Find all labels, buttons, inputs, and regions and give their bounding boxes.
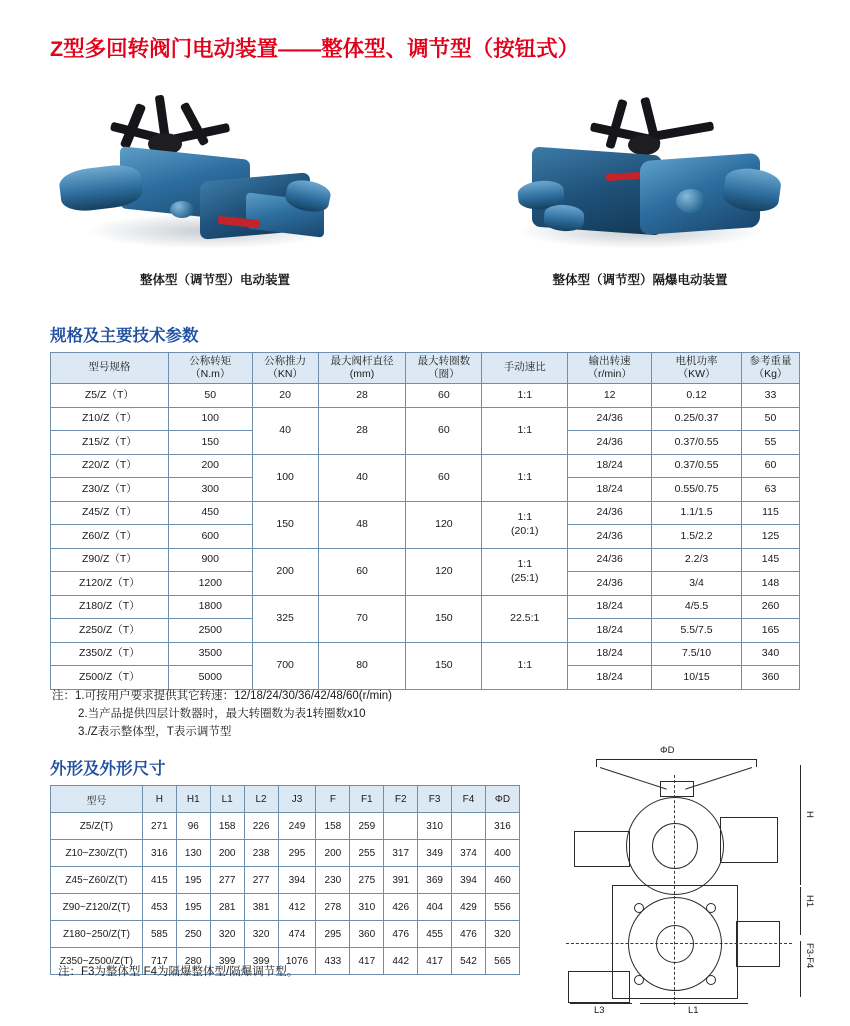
spec-table <box>50 352 800 690</box>
cell-weight: 145 <box>742 548 800 572</box>
cell-speed: 18/24 <box>568 619 652 643</box>
product-photo-left-caption: 整体型（调节型）电动装置 <box>139 273 290 287</box>
drawing-bore-circle <box>656 925 694 963</box>
cell-F2: 426 <box>384 894 418 921</box>
cell-F4: 476 <box>452 921 486 948</box>
cell-speed: 24/36 <box>568 431 652 455</box>
spec-col-weight: 参考重量 （Kg） <box>742 353 800 384</box>
dims-col-F3: F3 <box>418 786 452 813</box>
cell-turns: 60 <box>406 407 482 454</box>
cell-PhiD: 460 <box>485 867 519 894</box>
drawing-bolt-hole <box>634 975 644 985</box>
product-photo-right-caption: 整体型（调节型）隔爆电动装置 <box>552 273 728 287</box>
label-H1: H1 <box>804 895 815 908</box>
cell-stem: 40 <box>318 454 406 501</box>
table-row <box>51 642 800 666</box>
cell-weight: 63 <box>742 478 800 502</box>
drawing-line <box>685 767 752 790</box>
cell-speed: 24/36 <box>568 407 652 431</box>
product-photo-right <box>480 85 800 255</box>
cell-F4: 429 <box>452 894 486 921</box>
drawing-dim-line-L3 <box>570 1003 632 1004</box>
cell-F: 158 <box>316 813 350 840</box>
selector-knob <box>170 201 194 218</box>
cell-weight: 115 <box>742 501 800 525</box>
cell-L2: 320 <box>244 921 278 948</box>
cell-L1: 399 <box>210 948 244 975</box>
cell-F: 230 <box>316 867 350 894</box>
cell-turns: 150 <box>406 595 482 642</box>
cell-F4: 374 <box>452 840 486 867</box>
spec-col-thrust: 公称推力 （KN） <box>252 353 318 384</box>
cell-H: 271 <box>142 813 176 840</box>
cell-model: Z90~Z120/Z(T) <box>51 894 143 921</box>
handwheel-spoke <box>605 99 627 150</box>
cell-F3: 369 <box>418 867 452 894</box>
cell-F2: 442 <box>384 948 418 975</box>
cell-F2: 317 <box>384 840 418 867</box>
cell-thrust: 100 <box>252 454 318 501</box>
cell-H1: 195 <box>176 894 210 921</box>
table-row <box>51 840 520 867</box>
cell-L1: 320 <box>210 921 244 948</box>
cell-F1: 417 <box>350 948 384 975</box>
cell-model: Z5/Z(T) <box>51 813 143 840</box>
cell-stem: 70 <box>318 595 406 642</box>
cell-weight: 55 <box>742 431 800 455</box>
drawing-bolt-hole <box>706 975 716 985</box>
cell-speed: 24/36 <box>568 572 652 596</box>
cell-speed: 18/24 <box>568 478 652 502</box>
cell-PhiD: 316 <box>485 813 519 840</box>
cell-model: Z15/Z（T） <box>51 431 169 455</box>
spec-col-manual-ratio: 手动速比 <box>482 353 568 384</box>
cell-ratio: 22.5:1 <box>482 595 568 642</box>
cell-L1: 158 <box>210 813 244 840</box>
cell-thrust: 40 <box>252 407 318 454</box>
cell-model: Z250/Z（T） <box>51 619 169 643</box>
cell-power: 1.1/1.5 <box>652 501 742 525</box>
cell-F1: 310 <box>350 894 384 921</box>
dims-col-F2: F2 <box>384 786 418 813</box>
drawing-terminal-box <box>720 817 778 863</box>
cell-PhiD: 556 <box>485 894 519 921</box>
cell-speed: 18/24 <box>568 595 652 619</box>
table-row <box>51 595 800 619</box>
cell-F3: 404 <box>418 894 452 921</box>
drawing-dim-line-F3F4 <box>800 941 801 997</box>
dims-col-model: 型号 <box>51 786 143 813</box>
cell-L2: 238 <box>244 840 278 867</box>
cell-turns: 120 <box>406 548 482 595</box>
cell-weight: 60 <box>742 454 800 478</box>
cell-H1: 250 <box>176 921 210 948</box>
cell-H1: 195 <box>176 867 210 894</box>
cell-model: Z45~Z60/Z(T) <box>51 867 143 894</box>
dims-col-PhiD: ΦD <box>485 786 519 813</box>
spec-notes <box>52 688 392 741</box>
cell-model: Z30/Z（T） <box>51 478 169 502</box>
cell-F2: 391 <box>384 867 418 894</box>
table-row <box>51 454 800 478</box>
cell-power: 10/15 <box>652 666 742 690</box>
drawing-gear-circle-inner <box>652 823 698 869</box>
cell-PhiD: 565 <box>485 948 519 975</box>
cell-F3: 455 <box>418 921 452 948</box>
spec-col-stem-dia: 最大阀杆直径 (mm) <box>318 353 406 384</box>
cell-stem: 60 <box>318 548 406 595</box>
cell-F: 295 <box>316 921 350 948</box>
cell-H: 585 <box>142 921 176 948</box>
cell-speed: 18/24 <box>568 642 652 666</box>
label-F3-F4: F3-F4 <box>804 943 815 969</box>
cell-F1: 275 <box>350 867 384 894</box>
table-row <box>51 548 800 572</box>
cell-weight: 148 <box>742 572 800 596</box>
cell-speed: 24/36 <box>568 548 652 572</box>
cell-turns: 60 <box>406 384 482 408</box>
cell-L2: 381 <box>244 894 278 921</box>
cell-J3: 474 <box>278 921 316 948</box>
cell-H: 316 <box>142 840 176 867</box>
dims-note: 注：F3为整体型 F4为隔爆整体型/隔爆调节型。 <box>58 966 299 978</box>
cell-H1: 280 <box>176 948 210 975</box>
cell-power: 0.55/0.75 <box>652 478 742 502</box>
cell-ratio: 1:1 (20:1) <box>482 501 568 548</box>
cell-model: Z350~Z500/Z(T) <box>51 948 143 975</box>
cell-F: 433 <box>316 948 350 975</box>
cell-F4 <box>452 813 486 840</box>
product-photo-left <box>50 85 380 255</box>
dimensions-header-row <box>51 786 520 813</box>
cell-torque: 2500 <box>168 619 252 643</box>
selector-knob <box>676 189 706 213</box>
cell-F: 200 <box>316 840 350 867</box>
cell-F2 <box>384 813 418 840</box>
cell-model: Z350/Z（T） <box>51 642 169 666</box>
cell-F2: 476 <box>384 921 418 948</box>
cell-ratio: 1:1 <box>482 407 568 454</box>
cell-L2: 277 <box>244 867 278 894</box>
cell-torque: 100 <box>168 407 252 431</box>
cell-model: Z120/Z（T） <box>51 572 169 596</box>
dims-col-L2: L2 <box>244 786 278 813</box>
cell-F3: 417 <box>418 948 452 975</box>
table-row <box>51 894 520 921</box>
cell-model: Z500/Z（T） <box>51 666 169 690</box>
cell-torque: 300 <box>168 478 252 502</box>
cell-model: Z180~250/Z(T) <box>51 921 143 948</box>
cell-model: Z20/Z（T） <box>51 454 169 478</box>
dims-col-F1: F1 <box>350 786 384 813</box>
cell-F1: 360 <box>350 921 384 948</box>
cell-speed: 18/24 <box>568 454 652 478</box>
dims-col-F: F <box>316 786 350 813</box>
cell-F: 278 <box>316 894 350 921</box>
label-H: H <box>804 811 815 818</box>
drawing-line <box>596 759 756 760</box>
cell-F4: 542 <box>452 948 486 975</box>
cell-L2: 226 <box>244 813 278 840</box>
cell-PhiD: 320 <box>485 921 519 948</box>
cell-stem: 28 <box>318 384 406 408</box>
cell-weight: 125 <box>742 525 800 549</box>
cell-power: 0.12 <box>652 384 742 408</box>
drawing-bolt-hole <box>706 903 716 913</box>
spec-note-line-1: 注：1.可按用户要求提供其它转速：12/18/24/30/36/42/48/60(r/min) <box>52 690 393 702</box>
table-row <box>51 813 520 840</box>
dims-col-L1: L1 <box>210 786 244 813</box>
cell-power: 1.5/2.2 <box>652 525 742 549</box>
cell-power: 5.5/7.5 <box>652 619 742 643</box>
handwheel-hub <box>628 135 660 155</box>
cell-model: Z5/Z（T） <box>51 384 169 408</box>
cell-speed: 24/36 <box>568 501 652 525</box>
cell-F3: 349 <box>418 840 452 867</box>
cell-thrust: 325 <box>252 595 318 642</box>
dims-col-F4: F4 <box>452 786 486 813</box>
cell-F3: 310 <box>418 813 452 840</box>
cell-torque: 1800 <box>168 595 252 619</box>
dims-col-J3: J3 <box>278 786 316 813</box>
drawing-hub <box>660 781 694 797</box>
drawing-bolt-hole <box>634 903 644 913</box>
cell-power: 0.37/0.55 <box>652 454 742 478</box>
label-phiD: ΦD <box>660 745 675 756</box>
cell-torque: 150 <box>168 431 252 455</box>
cell-thrust: 200 <box>252 548 318 595</box>
cell-torque: 3500 <box>168 642 252 666</box>
cell-torque: 900 <box>168 548 252 572</box>
cell-stem: 48 <box>318 501 406 548</box>
cell-H1: 96 <box>176 813 210 840</box>
cell-thrust: 20 <box>252 384 318 408</box>
cell-J3: 249 <box>278 813 316 840</box>
cell-turns: 60 <box>406 454 482 501</box>
cell-weight: 165 <box>742 619 800 643</box>
table-row <box>51 501 800 525</box>
dims-col-H: H <box>142 786 176 813</box>
cell-model: Z10~Z30/Z(T) <box>51 840 143 867</box>
drawing-dim-line-L1 <box>640 1003 748 1004</box>
table-row <box>51 867 520 894</box>
cell-stem: 80 <box>318 642 406 689</box>
cell-turns: 120 <box>406 501 482 548</box>
drawing-gearbox-plan <box>736 921 780 967</box>
cell-thrust: 150 <box>252 501 318 548</box>
cell-H1: 130 <box>176 840 210 867</box>
cell-model: Z45/Z（T） <box>51 501 169 525</box>
dimension-drawing <box>560 735 828 1015</box>
cell-weight: 260 <box>742 595 800 619</box>
drawing-line <box>756 759 757 767</box>
spec-col-output-speed: 输出转速 （r/min） <box>568 353 652 384</box>
cell-weight: 50 <box>742 407 800 431</box>
drawing-line <box>596 759 597 767</box>
cell-speed: 24/36 <box>568 525 652 549</box>
cell-model: Z180/Z（T） <box>51 595 169 619</box>
cell-PhiD: 400 <box>485 840 519 867</box>
spec-col-model: 型号规格 <box>51 353 169 384</box>
cell-torque: 1200 <box>168 572 252 596</box>
cell-L2: 399 <box>244 948 278 975</box>
cell-power: 4/5.5 <box>652 595 742 619</box>
cell-speed: 18/24 <box>568 666 652 690</box>
spec-table-header-row <box>51 353 800 384</box>
label-L1: L1 <box>688 1005 699 1016</box>
cell-L1: 200 <box>210 840 244 867</box>
cell-power: 7.5/10 <box>652 642 742 666</box>
cell-model: Z10/Z（T） <box>51 407 169 431</box>
cell-H: 717 <box>142 948 176 975</box>
drawing-centerline <box>566 943 792 944</box>
cell-J3: 394 <box>278 867 316 894</box>
drawing-dim-line-H <box>800 765 801 885</box>
cell-H: 453 <box>142 894 176 921</box>
cell-torque: 5000 <box>168 666 252 690</box>
drawing-line <box>600 767 667 790</box>
table-row <box>51 407 800 431</box>
cell-power: 2.2/3 <box>652 548 742 572</box>
cell-ratio: 1:1 <box>482 642 568 689</box>
spec-col-motor-power: 电机功率 （KW） <box>652 353 742 384</box>
drawing-motor-plan <box>568 971 630 1003</box>
cell-model: Z60/Z（T） <box>51 525 169 549</box>
cell-weight: 360 <box>742 666 800 690</box>
drawing-motor-box <box>574 831 630 867</box>
dimensions-table <box>50 785 520 975</box>
cell-ratio: 1:1 <box>482 384 568 408</box>
cell-torque: 200 <box>168 454 252 478</box>
cell-torque: 600 <box>168 525 252 549</box>
cell-J3: 1076 <box>278 948 316 975</box>
label-L3: L3 <box>594 1005 605 1016</box>
spec-col-torque: 公称转矩 （N.m） <box>168 353 252 384</box>
cell-stem: 28 <box>318 407 406 454</box>
table-row <box>51 384 800 408</box>
cell-F1: 255 <box>350 840 384 867</box>
cell-H: 415 <box>142 867 176 894</box>
spec-note-line-2: 2.当产品提供四层计数器时，最大转圈数为表1转圈数x10 <box>78 707 366 720</box>
cell-model: Z90/Z（T） <box>51 548 169 572</box>
cell-L1: 281 <box>210 894 244 921</box>
cell-F4: 394 <box>452 867 486 894</box>
cell-speed: 12 <box>568 384 652 408</box>
cell-ratio: 1:1 (25:1) <box>482 548 568 595</box>
dims-section-heading: 外形及外形尺寸 <box>50 760 166 778</box>
cell-power: 3/4 <box>652 572 742 596</box>
drawing-dim-line-H1 <box>800 887 801 935</box>
cell-thrust: 700 <box>252 642 318 689</box>
cell-torque: 450 <box>168 501 252 525</box>
spec-col-turns: 最大转圈数 （圈） <box>406 353 482 384</box>
cell-weight: 33 <box>742 384 800 408</box>
spec-section-heading: 规格及主要技术参数 <box>50 327 199 345</box>
cell-ratio: 1:1 <box>482 454 568 501</box>
cell-torque: 50 <box>168 384 252 408</box>
cell-weight: 340 <box>742 642 800 666</box>
cell-power: 0.25/0.37 <box>652 407 742 431</box>
dims-col-H1: H1 <box>176 786 210 813</box>
cell-power: 0.37/0.55 <box>652 431 742 455</box>
page-title: Z型多回转阀门电动装置——整体型、调节型（按钮式） <box>50 37 580 61</box>
handwheel-spoke <box>648 121 715 141</box>
cell-J3: 295 <box>278 840 316 867</box>
cell-J3: 412 <box>278 894 316 921</box>
cell-L1: 277 <box>210 867 244 894</box>
table-row <box>51 921 520 948</box>
cell-F1: 259 <box>350 813 384 840</box>
cell-turns: 150 <box>406 642 482 689</box>
spec-note-line-3: 3./Z表示整体型，T表示调节型 <box>78 725 232 738</box>
